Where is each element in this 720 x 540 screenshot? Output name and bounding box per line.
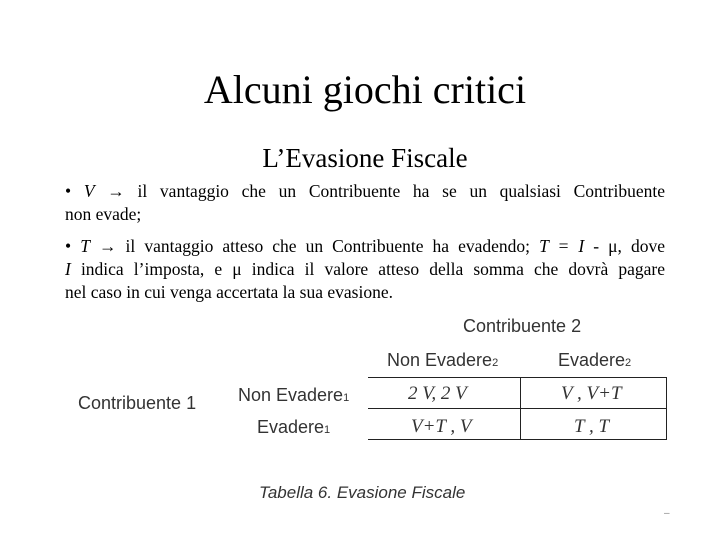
page-number-mark: –	[664, 508, 670, 519]
variable-i: I	[65, 259, 71, 279]
cell-non-non: 2 V, 2 V	[408, 383, 467, 404]
bullet-t-line-2-text: indica l’imposta, e μ indica il valore atteso della somma che dovrà pagare	[70, 259, 665, 279]
slide-title: Alcuni giochi critici	[203, 67, 527, 112]
formula: T = I	[539, 236, 585, 256]
col-header-evadere: Evadere2	[558, 350, 632, 370]
bullet-t-line-1	[65, 235, 665, 258]
variable-v: V	[83, 181, 95, 201]
row-player-label: Contribuente 1	[78, 393, 197, 413]
bullet-t	[65, 235, 665, 304]
bullet-t-line-3: nel caso in cui venga accertata la sua evasione.	[65, 282, 393, 302]
bullet-v-line-1	[65, 180, 665, 203]
bullet-v-line-2: non evade;	[65, 204, 142, 224]
bullet-v	[65, 180, 665, 226]
cell-evadere-evadere: T , T	[574, 416, 610, 437]
row-header-evadere: Evadere1	[257, 417, 331, 437]
bullet-v-text: → il vantaggio che un Contribuente ha se un qualsiasi Contribuente	[94, 181, 665, 201]
bullet-marker: •	[65, 236, 72, 256]
slide-subtitle: L’Evasione Fiscale	[262, 143, 468, 173]
row-header-non-evadere: Non Evadere1	[238, 385, 350, 405]
col-header-non-evadere: Non Evadere2	[387, 350, 499, 370]
bullet-t-line-2	[65, 258, 665, 281]
bullet-t-text: → il vantaggio atteso che un Contribuente ha evadendo;	[89, 236, 540, 256]
table-divider-horizontal	[368, 408, 667, 409]
variable-t: T	[80, 236, 90, 256]
cell-non-evadere: V , V+T	[561, 383, 622, 404]
bullet-t-tail: - μ, dove	[584, 236, 666, 256]
table-caption: Tabella 6. Evasione Fiscale	[259, 483, 466, 502]
bullet-marker: •	[65, 181, 72, 201]
column-player-label: Contribuente 2	[463, 316, 582, 336]
cell-evadere-non: V+T , V	[411, 416, 472, 437]
